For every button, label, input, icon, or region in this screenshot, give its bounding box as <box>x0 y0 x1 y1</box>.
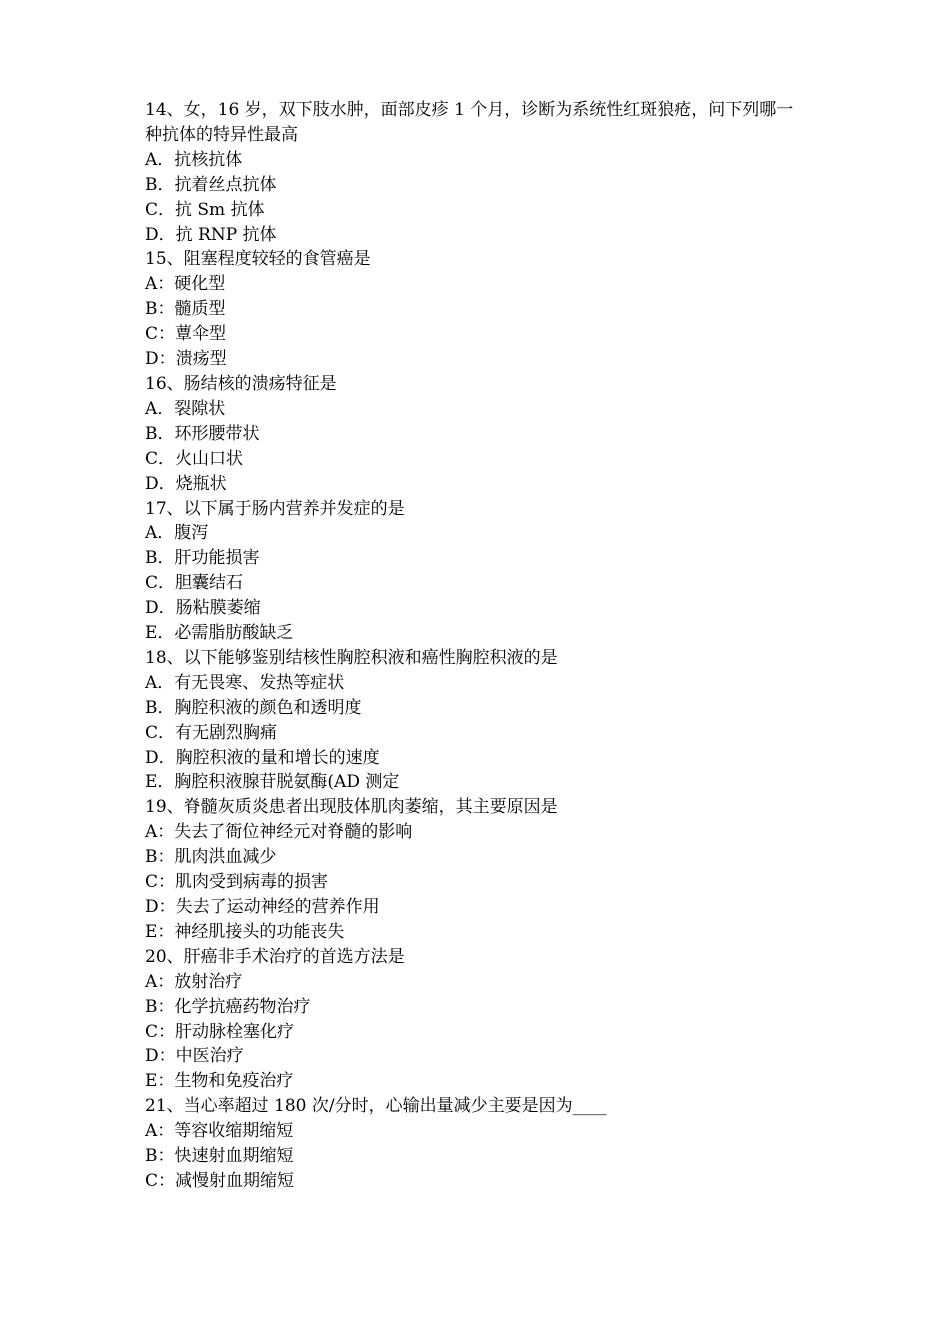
option-b: B．抗着丝点抗体 <box>145 174 277 195</box>
option-d: D．抗 RNP 抗体 <box>145 224 277 245</box>
option-a: A：等容收缩期缩短 <box>145 1121 294 1142</box>
option-b: B：髓质型 <box>145 299 226 320</box>
option-a: A：放射治疗 <box>145 971 243 992</box>
option-c: C．火山口状 <box>145 448 244 469</box>
option-a: A．裂隙状 <box>145 398 226 419</box>
option-d: D：失去了运动神经的营养作用 <box>145 897 380 917</box>
option-d: D．胸腔积液的量和增长的速度 <box>145 747 380 768</box>
question-stem: 15、阻塞程度较轻的食管癌是 <box>145 249 371 270</box>
option-b: B：化学抗癌药物治疗 <box>145 996 311 1017</box>
question-stem: 19、脊髓灰质炎患者出现肢体肌肉萎缩，其主要原因是 <box>145 797 558 818</box>
option-c: C：肝动脉栓塞化疗 <box>145 1021 295 1042</box>
option-c: C：肌肉受到病毒的损害 <box>145 872 329 893</box>
question-stem: 14、女，16 岁，双下肢水肿，面部皮疹 1 个月，诊断为系统性红斑狼疮，问下列哪一种抗体的特异性最高 <box>145 100 794 145</box>
option-b: B．胸腔积液的颜色和透明度 <box>145 697 362 718</box>
option-c: C．有无剧烈胸痛 <box>145 722 278 743</box>
question-19 <box>145 795 810 944</box>
question-18 <box>145 646 810 795</box>
question-stem: 21、当心率超过 180 次/分时，心输出量减少主要是因为____ <box>145 1096 607 1117</box>
option-d: D．肠粘膜萎缩 <box>145 598 261 619</box>
option-c: C．抗 Sm 抗体 <box>145 199 265 220</box>
option-a: A：硬化型 <box>145 274 226 295</box>
option-a: A．抗核抗体 <box>145 149 243 170</box>
question-stem: 20、肝癌非手术治疗的首选方法是 <box>145 946 405 967</box>
option-d: D．烧瓶状 <box>145 473 227 494</box>
option-e: E．必需脂肪酸缺乏 <box>145 623 294 644</box>
option-a: A．腹泻 <box>145 523 209 544</box>
question-15 <box>145 247 810 372</box>
option-b: B：快速射血期缩短 <box>145 1146 294 1167</box>
question-21 <box>145 1094 810 1194</box>
option-a: A．有无畏寒、发热等症状 <box>145 672 345 693</box>
document-page <box>145 98 810 1194</box>
option-d: D：中医治疗 <box>145 1046 244 1067</box>
question-20 <box>145 945 810 1094</box>
option-a: A：失去了衙位神经元对脊髓的影响 <box>145 822 413 843</box>
question-stem: 17、以下属于肠内营养并发症的是 <box>145 498 405 519</box>
option-b: B：肌肉洪血减少 <box>145 847 277 868</box>
question-stem: 16、肠结核的溃疡特征是 <box>145 373 337 394</box>
question-16 <box>145 372 810 497</box>
option-b: B．肝功能损害 <box>145 548 260 569</box>
question-14 <box>145 98 810 247</box>
option-b: B．环形腰带状 <box>145 423 260 444</box>
option-d: D：溃疡型 <box>145 349 227 370</box>
option-c: C：减慢射血期缩短 <box>145 1170 295 1191</box>
question-17 <box>145 497 810 646</box>
option-c: C：蕈伞型 <box>145 324 227 345</box>
option-e: E：神经肌接头的功能丧失 <box>145 921 345 942</box>
option-e: E：生物和免疫治疗 <box>145 1071 294 1092</box>
option-e: E．胸腔积液腺苷脱氨酶(AD 测定 <box>145 772 400 793</box>
question-stem: 18、以下能够鉴别结核性胸腔积液和癌性胸腔积液的是 <box>145 647 558 668</box>
option-c: C．胆囊结石 <box>145 573 244 594</box>
